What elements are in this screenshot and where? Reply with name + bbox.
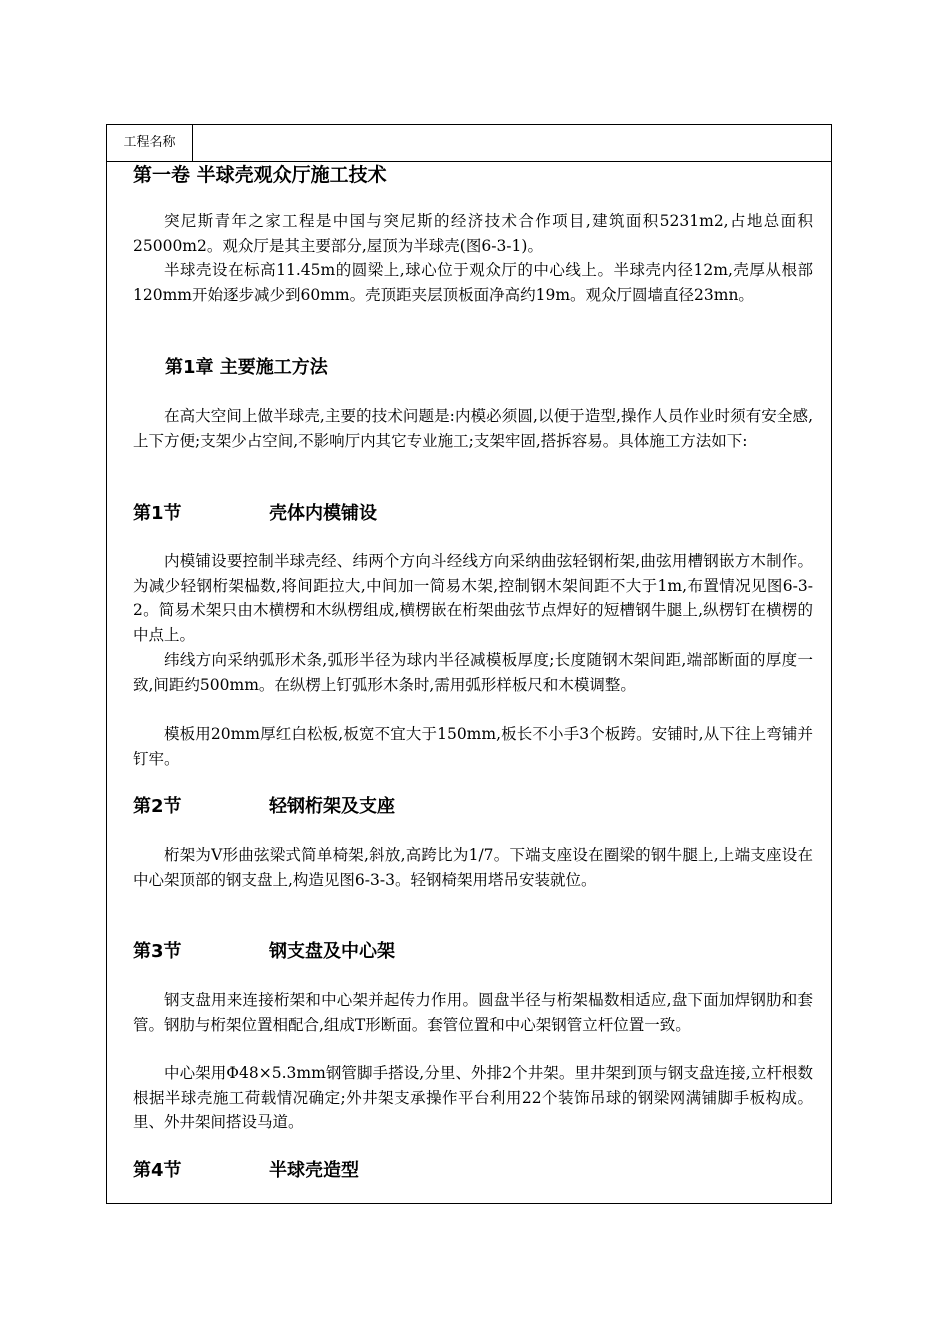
document-frame — [106, 124, 832, 1204]
section-1-paragraph-1: 内模铺设要控制半球壳经、纬两个方向斗经线方向采纳曲弦轻钢桁架,曲弦用槽钢嵌方木制作。为减少轻钢桁架榀数,将间距拉大,中间加一简易木架,控制钢木架间距不大于1m,布置情况见图6-3-2。简易术架只由木横楞和木纵楞组成,横楞嵌在桁架曲弦节点焊好的短槽钢牛腿上,纵楞钉在横楞的中点上。 — [133, 552, 813, 644]
section-4-heading — [133, 1158, 359, 1184]
section-2-number: 第2节 — [133, 796, 182, 817]
intro-paragraph-1: 突尼斯青年之家工程是中国与突尼斯的经济技术合作项目,建筑面积5231m2,占地总面积25000m2。观众厅是其主要部分,屋顶为半球壳(图6-3-1)。 — [133, 212, 813, 255]
header-row — [107, 125, 831, 162]
chapter-1-paragraph-1: 在高大空间上做半球壳,主要的技术问题是:内模必须圆,以便于造型,操作人员作业时须有安全感,上下方便;支架少占空间,不影响厅内其它专业施工;支架牢固,搭拆容易。具体施工方法如下: — [133, 407, 813, 450]
section-3-paragraph-2: 中心架用Φ48×5.3mm钢管脚手搭设,分里、外排2个井架。里井架到顶与钢支盘连接,立杆根数根据半球壳施工荷载情况确定;外井架支承操作平台利用22个装饰吊球的钢梁网满铺脚手板构成。里、外井架间搭设马道。 — [133, 1064, 813, 1131]
section-2-paragraph-1: 桁架为V形曲弦梁式简单椅架,斜放,高跨比为1/7。下端支座设在圈梁的钢牛腿上,上端支座设在中心架顶部的钢支盘上,构造见图6-3-3。轻钢椅架用塔吊安装就位。 — [133, 846, 813, 889]
section-4-title: 半球壳造型 — [269, 1160, 359, 1181]
section-3-number: 第3节 — [133, 941, 182, 962]
section-3-paragraph-1: 钢支盘用来连接桁架和中心架并起传力作用。圆盘半径与桁架榀数相适应,盘下面加焊钢肋和套管。钢肋与桁架位置相配合,组成T形断面。套管位置和中心架钢管立杆位置一致。 — [133, 991, 813, 1034]
volume-title: 第一卷 半球壳观众厅施工技术 — [133, 164, 387, 186]
section-3-title: 钢支盘及中心架 — [269, 941, 395, 962]
intro-paragraph-2: 半球壳设在标高11.45m的圆梁上,球心位于观众厅的中心线上。半球壳内径12m,壳厚从根部120mm开始逐步减少到60mm。壳顶距夹层顶板面净高约19m。观众厅圆墙直径23mn。 — [133, 261, 813, 304]
section-1-heading — [133, 501, 377, 527]
section-1-number: 第1节 — [133, 503, 182, 524]
section-1-paragraph-2: 纬线方向采纳弧形术条,弧形半径为球内半径减模板厚度;长度随钢木架间距,端部断面的厚度一致,间距约500mm。在纵楞上钉弧形木条时,需用弧形样板尺和木模调整。 — [133, 651, 813, 694]
section-2-heading — [133, 794, 395, 820]
section-1-paragraph-3: 模板用20mm厚红白松板,板宽不宜大于150mm,板长不小手3个板跨。安铺时,从下往上弯铺并钉牢。 — [133, 725, 813, 768]
section-3-heading — [133, 939, 395, 965]
section-1-title: 壳体内模铺设 — [269, 503, 377, 524]
section-4-number: 第4节 — [133, 1160, 182, 1181]
chapter-1-title: 第1章 主要施工方法 — [165, 357, 328, 378]
project-name-label: 工程名称 — [107, 125, 193, 161]
section-2-title: 轻钢桁架及支座 — [269, 796, 395, 817]
